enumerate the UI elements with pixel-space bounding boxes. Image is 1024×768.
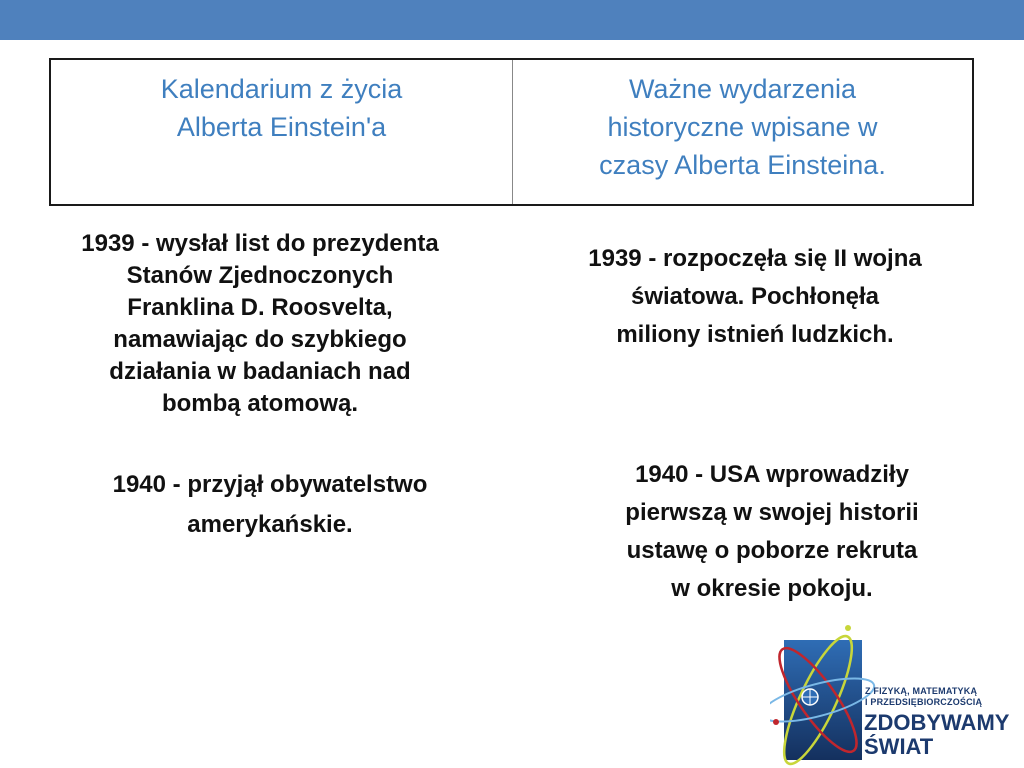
project-logo <box>770 622 1024 768</box>
einstein-entry-1939: 1939 - wysłał list do prezydenta Stanów Zjednoczonych Franklina D. Roosvelta, namawiając do szybkiego działania w badaniach nad bombą atomową. <box>81 230 439 417</box>
history-entry-1940: 1940 - USA wprowadziły pierwszą w swojej historii ustawę o poborze rekruta w okresie pokoju. <box>625 461 919 602</box>
logo-name: ZDOBYWAMY ŚWIAT <box>864 710 1010 759</box>
einstein-entry-1940: 1940 - przyjął obywatelstwo amerykańskie. <box>112 471 428 538</box>
header-cell-einstein-calendar <box>51 60 513 204</box>
history-entry-1939: 1939 - rozpoczęła się II wojna światowa. Pochłonęła miliony istnień ludzkich. <box>588 245 922 348</box>
header-left-title: Kalendarium z życia Alberta Einstein'a <box>160 74 403 142</box>
logo-tagline: Z FIZYKĄ, MATEMATYKĄ I PRZEDSIĘBIORCZOŚCIĄ <box>865 686 983 707</box>
header-right-title: Ważne wydarzenia historyczne wpisane w czasy Alberta Einsteina. <box>599 74 886 180</box>
header-cell-historical-events <box>513 60 972 204</box>
top-bar <box>0 0 1024 40</box>
header-table <box>49 58 974 206</box>
